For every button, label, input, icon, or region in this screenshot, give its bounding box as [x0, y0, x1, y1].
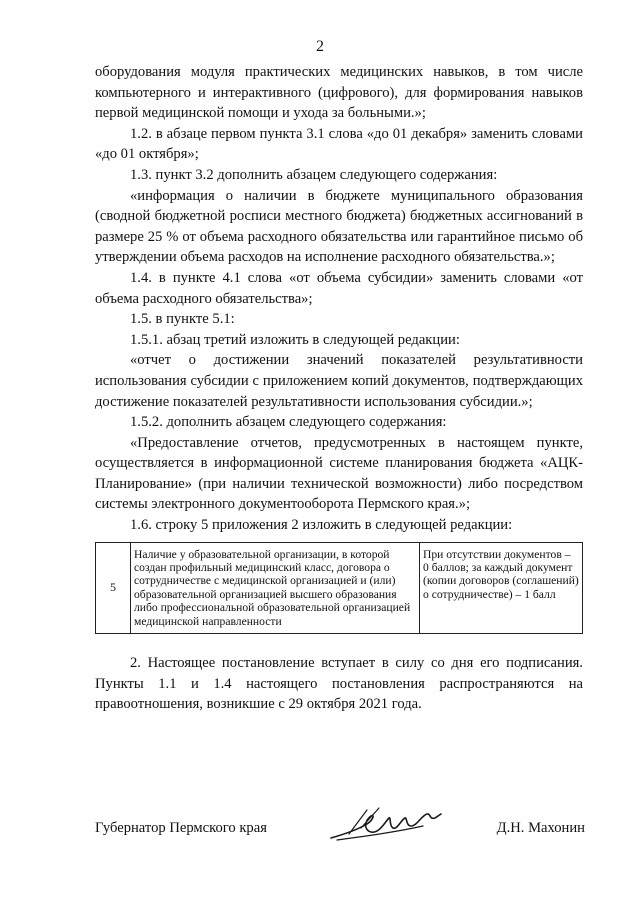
- paragraph-continuation: оборудования модуля практических медицинских навыков, в том числе компьютерного и интерактивного (цифрового), для формирования навыков первой медицинской помощи и ухода за больными.»;: [95, 64, 583, 122]
- signer-position: Губернатор Пермского края: [95, 820, 267, 836]
- paragraph-item-1-5-1: 1.5.1. абзац третий изложить в следующей редакции:: [130, 331, 460, 348]
- handwritten-signature: [327, 804, 445, 848]
- paragraph-item-1-5-2: 1.5.2. дополнить абзацем следующего содержания:: [130, 414, 447, 431]
- paragraph-section-2: 2. Настоящее постановление вступает в силу со дня его подписания. Пункты 1.1 и 1.4 настоящего постановления распространяются на правоотношения, возникшие с 29 октября 2021 года.: [95, 655, 583, 713]
- table-row-number: 5: [96, 542, 131, 633]
- signer-name: Д.Н. Махонин: [496, 820, 585, 836]
- table-scoring-cell: При отсутствии документов – 0 баллов; за каждый документ (копии договоров (соглашений) о сотрудничестве) – 1 балл: [420, 542, 583, 633]
- signature-block: [95, 818, 585, 846]
- page-number: 2: [316, 38, 324, 55]
- appendix-table: [95, 542, 583, 634]
- paragraph-item-1-2: 1.2. в абзаце первом пункта 3.1 слова «до 01 декабря» заменить словами «до 01 октября»;: [95, 125, 583, 163]
- document-body: [95, 62, 583, 715]
- paragraph-quote-report: «отчет о достижении значений показателей результативности использования субсидии с приложением копий документов, подтверждающих достижение показателей результативности использования субсидии.»;: [95, 352, 583, 410]
- paragraph-item-1-6: 1.6. строку 5 приложения 2 изложить в следующей редакции:: [130, 517, 513, 534]
- paragraph-item-1-5: 1.5. в пункте 5.1:: [130, 311, 235, 328]
- table-row: [96, 542, 583, 633]
- paragraph-quote-reports-submission: «Предоставление отчетов, предусмотренных в настоящем пункте, осуществляется в информационной системе планирования бюджета «АЦК-Планирование» (при наличии технической возможности) либо посредством системы электронного документооборота Пермского края.»;: [95, 434, 583, 513]
- table-criterion-cell: Наличие у образовательной организации, в которой создан профильный медицинский класс, договора о сотрудничестве с медицинской организацией и (или) образовательной организацией высшего образования либо профессиональной образовательной организацией медицинской направленности: [131, 542, 420, 633]
- paragraph-item-1-4: 1.4. в пункте 4.1 слова «от объема субсидии» заменить словами «от объема расходного обязательства»;: [95, 269, 583, 307]
- paragraph-quote-information: «информация о наличии в бюджете муниципального образования (сводной бюджетной росписи местного бюджета) бюджетных ассигнований в размере 25 % от объема расходного обязательства или гарантийное письмо об утверждении объема расходов на исполнение расходного обязательства.»;: [95, 187, 583, 266]
- paragraph-item-1-3: 1.3. пункт 3.2 дополнить абзацем следующего содержания:: [130, 166, 498, 183]
